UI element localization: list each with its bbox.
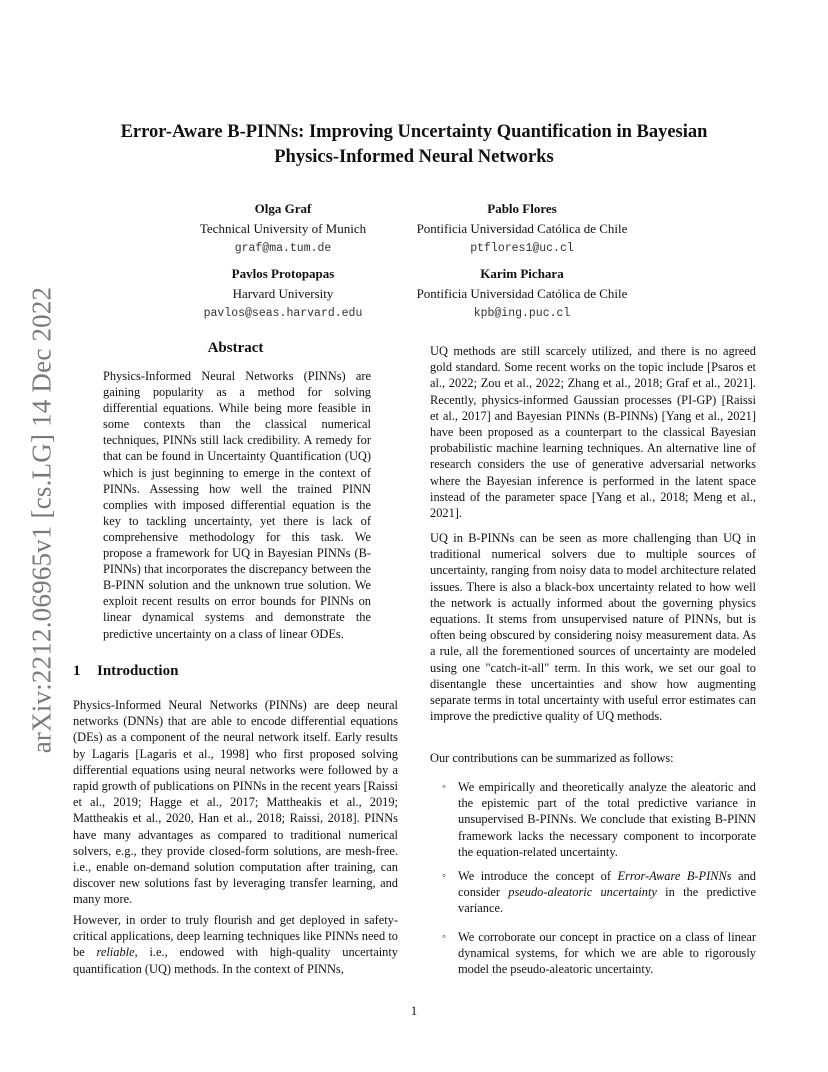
bullet-text: We corroborate our concept in practice on a class of linear dynamical systems, for which we are able to rigorously model the pseudo-aleatoric uncertainty. bbox=[458, 930, 756, 977]
paragraph-text bbox=[73, 912, 398, 977]
bullet-text bbox=[458, 868, 756, 917]
author-email: ptflores1@uc.cl bbox=[470, 242, 574, 255]
author-name: Olga Graf bbox=[254, 201, 312, 216]
author-block bbox=[372, 264, 672, 324]
page-number: 1 bbox=[410, 1003, 418, 1018]
author-email: pavlos@seas.harvard.edu bbox=[203, 307, 363, 320]
section-number: 1 bbox=[73, 663, 81, 679]
paragraph-text: UQ in B-PINNs can be seen as more challenging than UQ in traditional numerical solvers due to multiple sources of uncertainty, ranging from noisy data to model architecture related issues. There is also a black-box uncertainty related to how well the network is actually informed about the governing physics equations. It stems from unsupervised nature of PINNs, but is often being obscured by considering noisy measurement data. As a rule, all the forementioned sources of uncertainty are modeled using one "catch-it-all" term. In this work, we set our goal to disentangle these uncertainties and show how augmenting separate terms in total uncertainty with useful error estimates can improve the predictive quality of UQ methods. bbox=[430, 531, 756, 724]
paragraph-text-part: However, in order to truly flourish and get deployed in safety-critical applications, deep learning techniques like PINNs need to be bbox=[73, 913, 398, 960]
bullet-marker-icon: ◦ bbox=[442, 870, 446, 882]
bullet-marker-icon: ◦ bbox=[442, 931, 446, 943]
author-email: kpb@ing.puc.cl bbox=[473, 307, 571, 320]
author-name: Pablo Flores bbox=[487, 201, 557, 216]
paragraph-text: UQ methods are still scarcely utilized, and there is no agreed gold standard. Some recent works on the topic include [Psaros et al., 2022; Zou et al., 2022; Zhang et al., 2018; Graf et al., 2021]. Recently, physics-informed Gaussian processes (PI-GP) [Raissi et al., 2017] and Bayesian PINNs (B-PINNs) [Yang et al., 2021] have been proposed as a counterpart to the classical Bayesian probabilistic machine learning techniques. An alternative line of research considers the use of generative adversarial networks where the Bayesian inference is performed in the latent space instead of the parameter space [Yang et al., 2018; Meng et al., 2021]. bbox=[430, 344, 756, 521]
author-affiliation: Pontificia Universidad Católica de Chile bbox=[416, 286, 628, 301]
bullet-text: We empirically and theoretically analyze the aleatoric and the epistemic part of the total predictive variance in unsupervised B-PINNs. We conclude that existing B-PINN framework lacks the necessary component to incorporate the equation-related uncertainty. bbox=[458, 780, 756, 859]
paragraph bbox=[430, 343, 756, 521]
abstract-heading: Abstract bbox=[207, 340, 264, 356]
paragraph bbox=[73, 912, 398, 977]
paragraph-text-part: , i.e., endowed with high-quality uncertainty quantification (UQ) methods. In the context of PINNs, bbox=[73, 945, 398, 976]
author-name: Pavlos Protopapas bbox=[231, 266, 335, 281]
emphasis-text: reliable bbox=[96, 945, 135, 960]
paragraph bbox=[430, 530, 756, 724]
abstract-text: Physics-Informed Neural Networks (PINNs) are gaining popularity as a method for solving differential equations. While being more feasible in some contexts than the classical numerical techniques, PINNs still lack credibility. A remedy for that can be found in Uncertainty Quantification (UQ) which is just beginning to emerge in the context of PINNs. Assessing how well the trained PINN complies with imposed differential equation is the key to tackling uncertainty, yet there is lack of comprehensive methodology for this task. We propose a framework for UQ in Bayesian PINNs (B-PINNs) that incorporates the discrepancy between the B-PINN solution and the unknown true solution. We exploit recent results on error bounds for PINNs on linear dynamical systems and demonstrate the predictive uncertainty on a class of linear ODEs. bbox=[103, 369, 371, 641]
bullet-text-part: We introduce the concept of bbox=[458, 869, 618, 883]
contribution-bullet bbox=[442, 868, 757, 917]
section-heading bbox=[73, 663, 178, 680]
paragraph bbox=[430, 750, 756, 766]
bullet-text-part: in the predictive variance. bbox=[458, 885, 757, 916]
emphasis-text: Error-Aware B-PINNs bbox=[617, 869, 732, 883]
bullet-text-part: and consider bbox=[458, 869, 757, 900]
author-affiliation: Technical University of Munich bbox=[199, 221, 367, 236]
paragraph-text: Our contributions can be summarized as follows: bbox=[430, 751, 674, 765]
author-block bbox=[372, 199, 672, 259]
author-affiliation: Harvard University bbox=[232, 286, 334, 301]
bullet-marker-icon: ◦ bbox=[442, 781, 446, 793]
paper-title: Error-Aware B-PINNs: Improving Uncertainty Quantification in Bayesian Physics-Informed Neural Networks bbox=[120, 122, 708, 167]
contribution-bullet bbox=[442, 929, 756, 978]
paragraph bbox=[73, 697, 398, 908]
paragraph-text: Physics-Informed Neural Networks (PINNs) are deep neural networks (DNNs) that are able to encode differential equations (DEs) as a component of the neural network itself. Early results by Lagaris [Lagaris et al., 1998] who first proposed solving differential equations using neural networks were followed by a rapid growth of publications on PINNs in the recent years [Raissi et al., 2019; Hagge et al., 2017; Mattheakis et al., 2019; Mattheakis et al., 2020, Han et al., 2018; Raissi, 2018]. PINNs have many advantages as compared to traditional numerical solvers, e.g., they provide closed-form solutions, are mesh-free. i.e., enable on-demand solution computation after training, can discover new solutions fast by leveraging transfer learning, and many more. bbox=[73, 698, 398, 907]
author-name: Karim Pichara bbox=[480, 266, 564, 281]
emphasis-text: pseudo-aleatoric uncertainty bbox=[508, 885, 657, 900]
author-email: graf@ma.tum.de bbox=[234, 242, 332, 255]
author-affiliation: Pontificia Universidad Católica de Chile bbox=[416, 221, 628, 236]
arxiv-sidebar bbox=[22, 280, 62, 760]
section-title: Introduction bbox=[97, 663, 179, 679]
arxiv-id: arXiv:2212.06965v1 [cs.LG] 14 Dec 2022 bbox=[26, 286, 57, 754]
contribution-bullet bbox=[442, 779, 756, 860]
